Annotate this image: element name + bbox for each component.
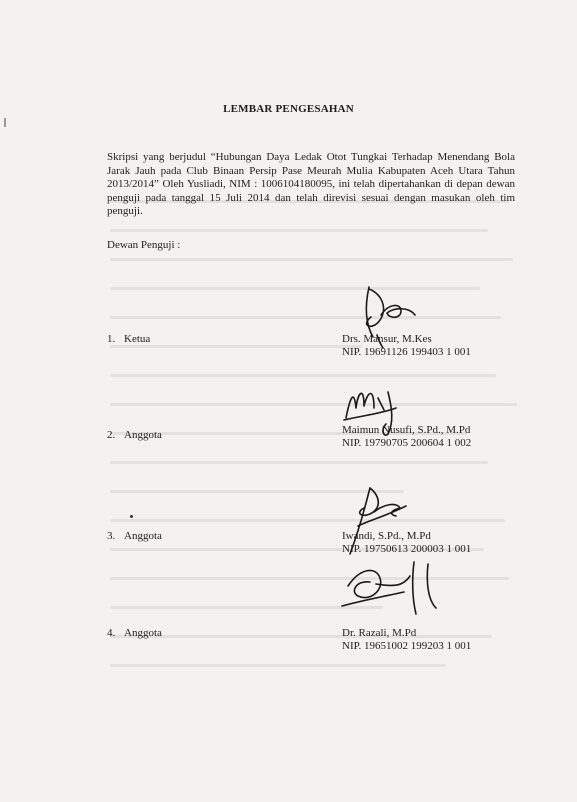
examiner-3-name: Iwandi, S.Pd., M.Pd — [342, 530, 431, 542]
committee-label: Dewan Penguji : — [107, 239, 181, 251]
intro-paragraph: Skripsi yang berjudul “Hubungan Daya Ledak Otot Tungkai Terhadap Menendang Bola Jarak Jauh pada Club Binaan Persip Pase Meurah Mulia Kabupaten Aceh Utara Tahun 2013/2014” Oleh Yusliadi, NIM : 1006104180095, ini telah dipertahankan di depan dewan penguji pada tanggal 15 Juli 2014 dan telah direvisi sesuai dengan masukan oleh tim penguji. — [107, 151, 515, 218]
margin-mark — [4, 118, 6, 127]
examiner-2-name: Maimun Nusufi, S.Pd., M.Pd — [342, 424, 471, 436]
examiner-4-number: 4. — [107, 627, 116, 639]
examiner-1-name: Drs. Mansur, M.Kes — [342, 333, 432, 345]
examiner-4-name: Dr. Razali, M.Pd — [342, 627, 417, 639]
ink-dot — [130, 515, 133, 518]
examiner-3-role: Anggota — [124, 530, 162, 542]
examiner-3-nip: NIP. 19750613 200003 1 001 — [342, 543, 472, 555]
examiner-2-nip: NIP. 19790705 200604 1 002 — [342, 437, 472, 449]
examiner-4-nip: NIP. 19651002 199203 1 001 — [342, 640, 472, 652]
examiner-4-signature — [340, 556, 445, 618]
examiner-1-number: 1. — [107, 333, 116, 345]
examiner-1-role: Ketua — [124, 333, 151, 345]
examiner-4-role: Anggota — [124, 627, 162, 639]
document-title: LEMBAR PENGESAHAN — [223, 103, 354, 115]
examiner-1-nip: NIP. 19691126 199403 1 001 — [342, 346, 471, 358]
examiner-2-role: Anggota — [124, 429, 162, 441]
examiner-3-number: 3. — [107, 530, 116, 542]
examiner-2-number: 2. — [107, 429, 116, 441]
